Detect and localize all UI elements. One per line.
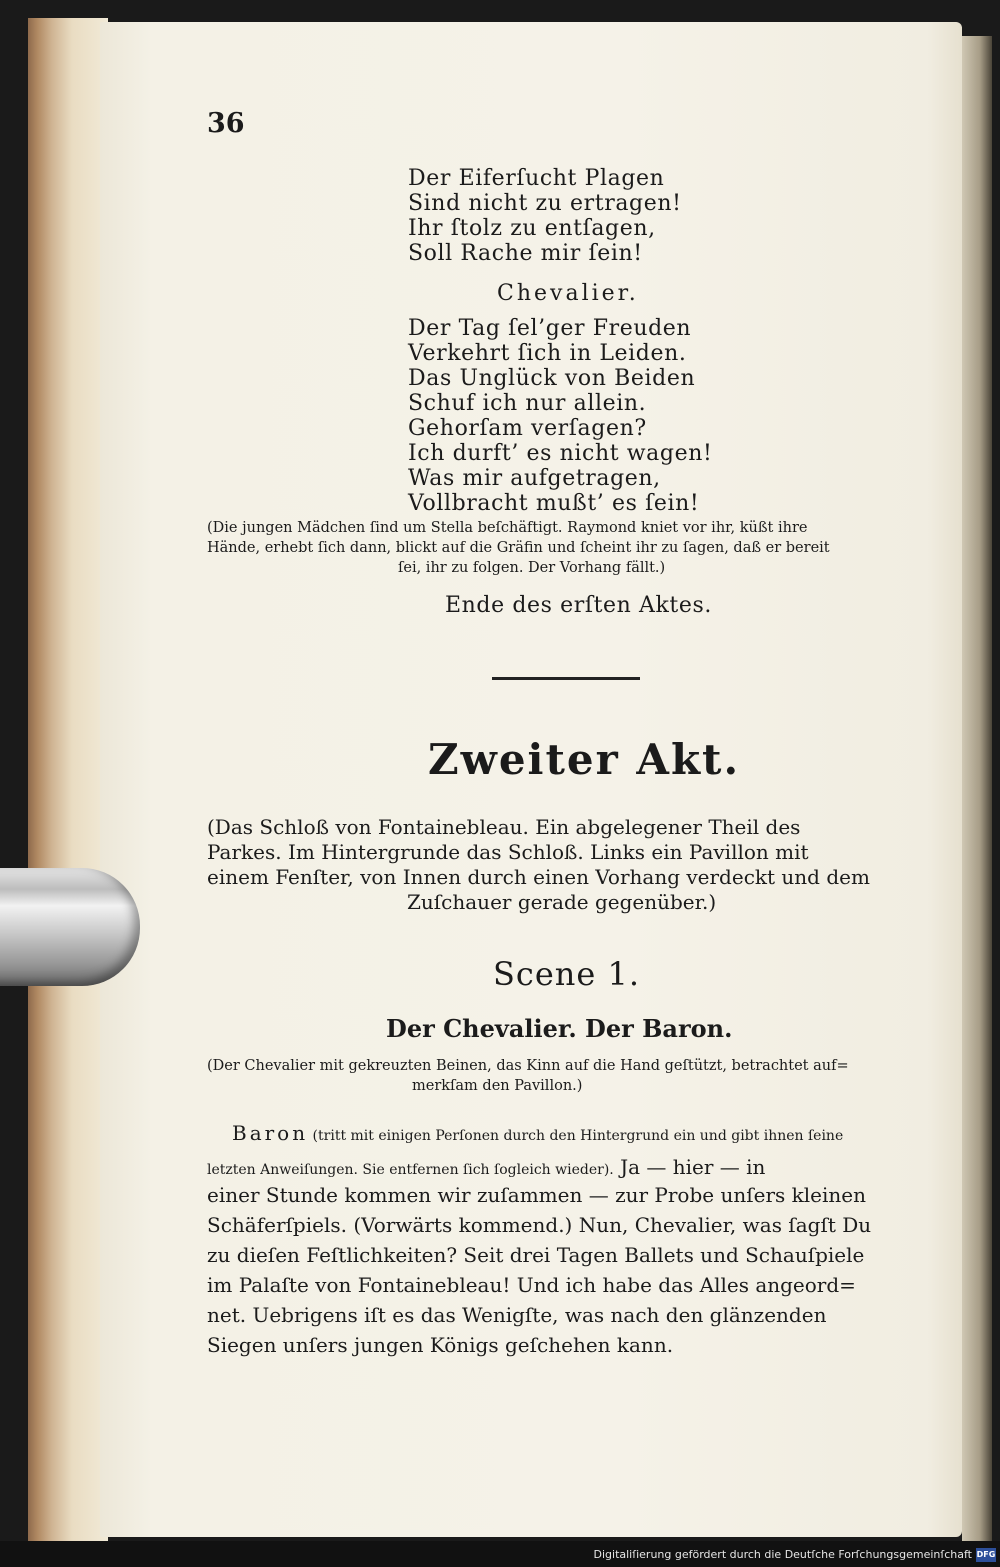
setting-line: (Das Schloß von Fontainebleau. Ein abgelegener Theil des (207, 815, 801, 839)
stage-direction-line: ſei, ihr zu folgen. Der Vorhang fällt.) (398, 560, 666, 576)
section-divider (492, 677, 640, 680)
act-title: Zweiter Akt. (428, 735, 741, 784)
speech-line: einer Stunde kommen wir zuſammen — zur Probe unſers kleinen (207, 1183, 866, 1207)
verse-line: Was mir aufgetragen, (408, 466, 661, 491)
page-number: 36 (207, 108, 245, 139)
stage-direction-line: Hände, erhebt ſich dann, blickt auf die Gräfin und ſcheint ihr zu ſagen, daß er bereit (207, 540, 830, 556)
speaker-name: Baron (232, 1121, 309, 1145)
book-page-edges (28, 18, 108, 1543)
inline-stage-direction: letzten Anweiſungen. Sie entfernen ſich ſogleich wieder). (207, 1162, 614, 1178)
scene-title: Scene 1. (493, 955, 641, 993)
speech-line (207, 1155, 765, 1179)
speech-line: zu dieſen Feſtlichkeiten? Seit drei Tagen Ballets und Schauſpiele (207, 1243, 865, 1267)
verse-line: Schuf ich nur allein. (408, 391, 647, 416)
verse-line: Der Tag ſel’ger Freuden (408, 316, 692, 341)
setting-line: einem Fenſter, von Innen durch einen Vorhang verdeckt und dem (207, 865, 870, 889)
stage-direction-line: (Die jungen Mädchen ſind um Stella beſchäftigt. Raymond kniet vor ihr, küßt ihre (207, 520, 808, 536)
setting-line: Zuſchauer gerade gegenüber.) (407, 890, 717, 914)
scanner-thumb (0, 868, 140, 986)
stage-direction-line: (Der Chevalier mit gekreuzten Beinen, das Kinn auf die Hand geſtützt, betrachtet auf= (207, 1058, 849, 1074)
verse-line: Gehorſam verſagen? (408, 416, 647, 441)
speaker-name: Chevalier. (497, 281, 639, 306)
verse-line: Ich durft’ es nicht wagen! (408, 441, 713, 466)
scene-characters: Der Chevalier. Der Baron. (386, 1014, 733, 1043)
setting-line: Parkes. Im Hintergrunde das Schloß. Links ein Pavillon mit (207, 840, 809, 864)
verse-line: Soll Rache mir ſein! (408, 241, 643, 266)
speech-line: net. Uebrigens iſt es das Wenigſte, was nach den glänzenden (207, 1303, 827, 1327)
verse-line: Der Eiferſucht Plagen (408, 166, 665, 191)
end-of-act: Ende des erſten Aktes. (445, 593, 712, 618)
next-page-edge (962, 36, 992, 1541)
footer-credit: Digitaliſierung gefördert durch die Deutſche Forſchungsgemeinſchaft (593, 1548, 972, 1561)
speech-line (232, 1121, 843, 1145)
stage-direction-line: merkſam den Pavillon.) (412, 1078, 583, 1094)
speech-line: Siegen unſers jungen Königs geſchehen kann. (207, 1333, 674, 1357)
speech-line: im Palaſte von Fontainebleau! Und ich habe das Alles angeord= (207, 1273, 856, 1297)
inline-stage-direction: (tritt mit einigen Perſonen durch den Hintergrund ein und gibt ihnen ſeine (308, 1128, 844, 1144)
dfg-logo: DFG (976, 1548, 996, 1562)
speech-text: Ja — hier — in (613, 1155, 766, 1179)
verse-line: Das Unglück von Beiden (408, 366, 696, 391)
speech-line: Schäferſpiels. (Vorwärts kommend.) Nun, Chevalier, was ſagſt Du (207, 1213, 872, 1237)
verse-line: Ihr ſtolz zu entſagen, (408, 216, 656, 241)
verse-line: Sind nicht zu ertragen! (408, 191, 682, 216)
verse-line: Vollbracht mußt’ es ſein! (408, 491, 700, 516)
verse-line: Verkehrt ſich in Leiden. (408, 341, 687, 366)
